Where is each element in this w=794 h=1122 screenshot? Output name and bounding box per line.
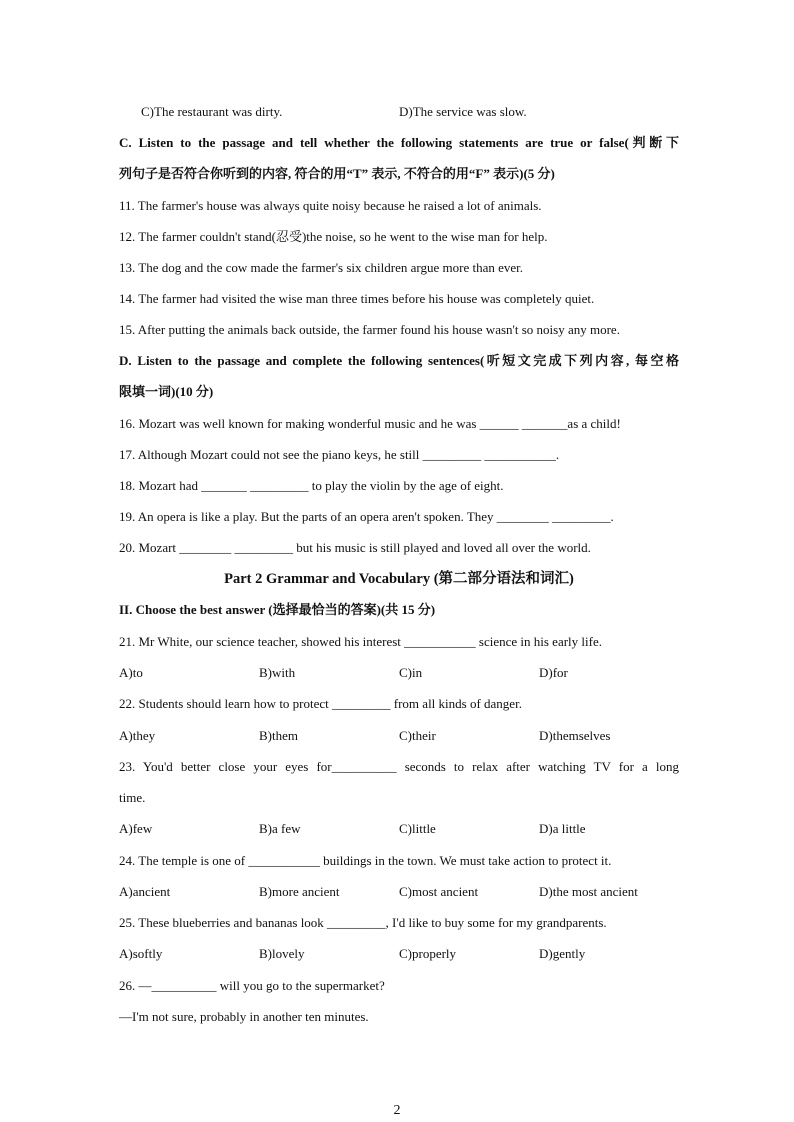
section-c-heading-line2: 列句子是否符合你听到的内容, 符合的用“T” 表示, 不符合的用“F” 表示)(5 分) — [119, 166, 555, 181]
option-d: D)the most ancient — [539, 884, 638, 899]
question-12: 12. The farmer couldn't stand(忍受)the noise, so he went to the wise man for help. — [119, 229, 548, 244]
option-c: C)properly — [399, 946, 457, 961]
question-21-options — [119, 664, 679, 682]
option-c: C)in — [399, 665, 423, 680]
part-2-title: Part 2 Grammar and Vocabulary (第二部分语法和词汇) — [224, 571, 574, 587]
option-b: B)more ancient — [259, 884, 340, 899]
section-ii-heading: II. Choose the best answer (选择最恰当的答案)(共 15 分) — [119, 602, 436, 617]
option-a: A)softly — [119, 946, 163, 961]
option-d: D)themselves — [539, 728, 611, 743]
question-13: 13. The dog and the cow made the farmer's six children argue more than ever. — [119, 260, 524, 275]
option-c: C)little — [399, 821, 436, 836]
page-number: 2 — [393, 1103, 401, 1118]
option-d: D)a little — [539, 821, 586, 836]
question-25: 25. These blueberries and bananas look _________, I'd like to buy some for my grandparents. — [119, 915, 607, 930]
option-d: D)for — [539, 665, 568, 680]
question-26-line1: 26. —__________ will you go to the supermarket? — [119, 978, 385, 993]
option-d: D)gently — [539, 946, 586, 961]
question-19: 19. An opera is like a play. But the parts of an opera aren't spoken. They ________ _________. — [119, 509, 614, 524]
question-11: 11. The farmer's house was always quite noisy because he raised a lot of animals. — [119, 198, 542, 213]
question-20: 20. Mozart ________ _________ but his music is still played and loved all over the world. — [119, 540, 591, 555]
question-21: 21. Mr White, our science teacher, showed his interest ___________ science in his early life. — [119, 634, 602, 649]
option-b: B)them — [259, 728, 298, 743]
question-22-options — [119, 727, 679, 745]
question-15: 15. After putting the animals back outside, the farmer found his house wasn't so noisy any more. — [119, 322, 620, 337]
option-a: A)to — [119, 665, 143, 680]
prev-question-options — [119, 103, 679, 121]
question-23-line2: time. — [119, 790, 146, 805]
option-c: C)The restaurant was dirty. — [141, 104, 283, 119]
section-d-heading-line1: D. Listen to the passage and complete the following sentences(听短文完成下列内容, 每空格 — [119, 353, 679, 368]
question-14: 14. The farmer had visited the wise man three times before his house was completely quiet. — [119, 291, 595, 306]
question-17: 17. Although Mozart could not see the piano keys, he still _________ ___________. — [119, 447, 560, 462]
question-25-options — [119, 945, 679, 963]
option-d: D)The service was slow. — [399, 104, 527, 119]
question-22: 22. Students should learn how to protect _________ from all kinds of danger. — [119, 696, 522, 711]
option-b: B)lovely — [259, 946, 305, 961]
option-c: C)most ancient — [399, 884, 479, 899]
section-c-heading-line1: C. Listen to the passage and tell whether the following statements are true or false(判断下 — [119, 135, 679, 150]
option-a: A)few — [119, 821, 153, 836]
question-16: 16. Mozart was well known for making wonderful music and he was ______ _______as a child! — [119, 416, 621, 431]
option-b: B)with — [259, 665, 296, 680]
question-26-line2: —I'm not sure, probably in another ten minutes. — [119, 1009, 369, 1024]
option-c: C)their — [399, 728, 436, 743]
question-24: 24. The temple is one of ___________ buildings in the town. We must take action to protect it. — [119, 853, 612, 868]
option-b: B)a few — [259, 821, 301, 836]
option-a: A)ancient — [119, 884, 171, 899]
question-23-options — [119, 820, 679, 838]
question-23-line1: 23. You'd better close your eyes for__________ seconds to relax after watching TV for a long — [119, 759, 679, 774]
option-a: A)they — [119, 728, 156, 743]
section-d-heading-line2: 限填一词)(10 分) — [119, 384, 214, 399]
question-18: 18. Mozart had _______ _________ to play the violin by the age of eight. — [119, 478, 504, 493]
question-24-options — [119, 883, 679, 901]
